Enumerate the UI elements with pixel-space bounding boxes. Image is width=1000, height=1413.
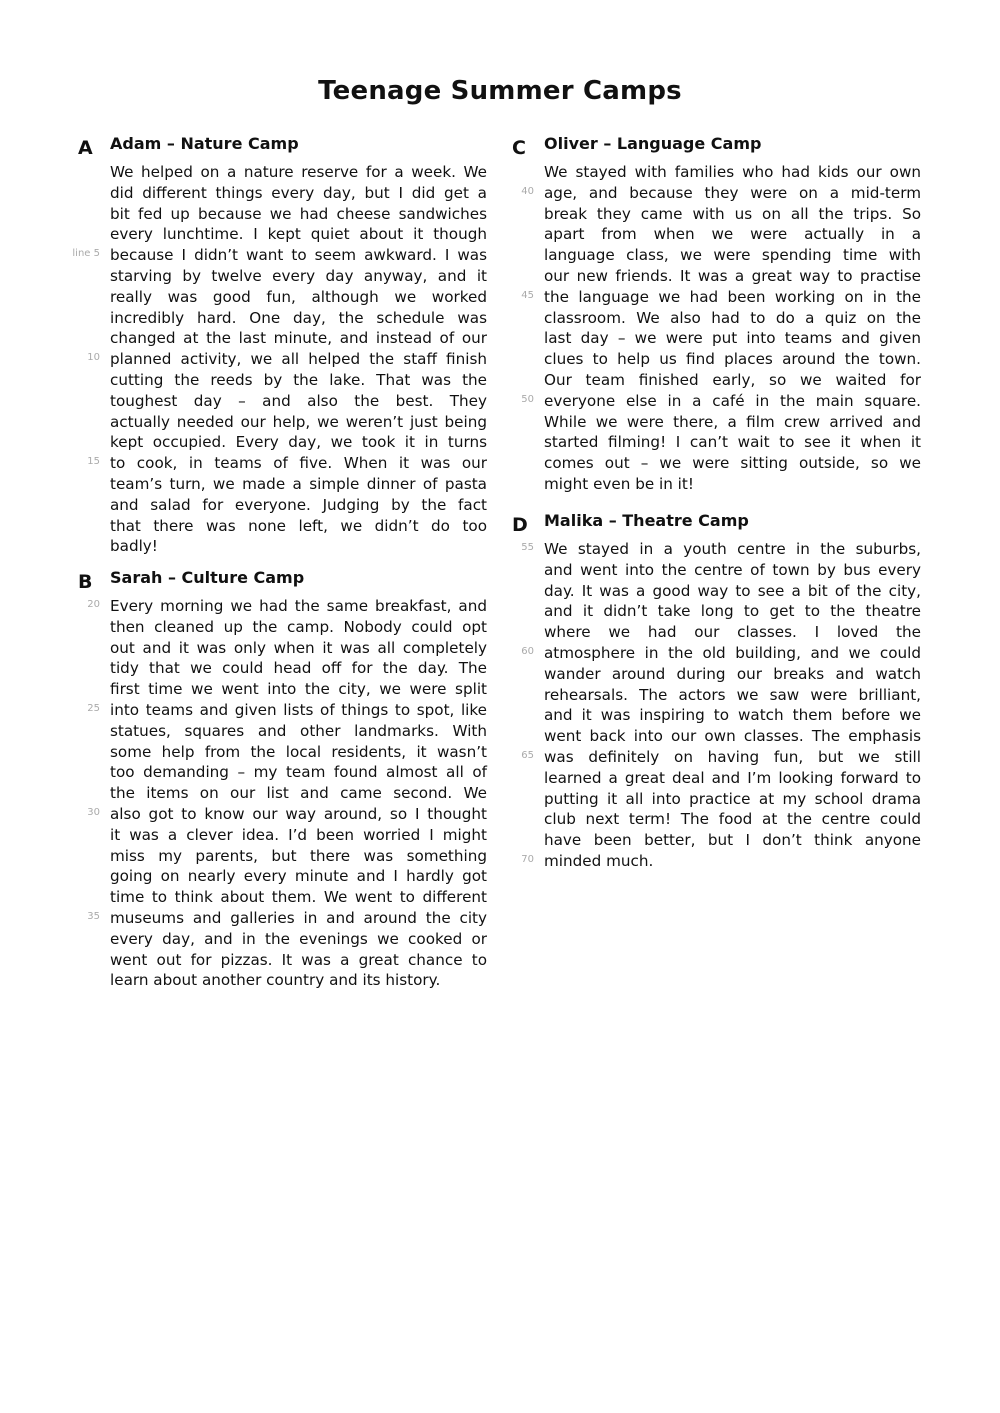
section-heading: Adam – Nature Camp	[110, 134, 299, 153]
line-text: We helped on a nature reserve for a week. We	[110, 163, 487, 181]
line-text: actually needed our help, we weren’t just being	[110, 412, 487, 431]
line-text: have been better, but I don’t think anyone	[544, 831, 921, 850]
line-number: 15	[87, 456, 100, 468]
section-letter: A	[78, 137, 93, 159]
line-text: where we had our classes. I loved the	[544, 623, 921, 642]
line-text: classroom. We also had to do a quiz on the	[544, 308, 921, 327]
line-text: every day, and in the evenings we cooked or	[110, 929, 487, 948]
line-text: and salad for everyone. Judging by the fact	[110, 495, 487, 514]
line-text: apart from when we were actually in a	[544, 225, 921, 244]
section-heading: Malika – Theatre Camp	[544, 511, 749, 530]
line-text: Our team finished early, so we waited for	[544, 370, 921, 389]
line-text: really was good fun, although we worked	[110, 287, 487, 306]
line-text: some help from the local residents, it wasn’t	[110, 742, 487, 761]
line-text: cutting the reeds by the lake. That was the	[110, 370, 487, 389]
line-text: going on nearly every minute and I hardly got	[110, 867, 487, 886]
line-text: team’s turn, we made a simple dinner of pasta	[110, 474, 487, 493]
line-number: 60	[521, 645, 534, 657]
line-number: 45	[521, 289, 534, 301]
line-number: line 5	[72, 248, 100, 260]
line-text: every lunchtime. I kept quiet about it though	[110, 225, 487, 244]
line-text: did different things every day, but I did get a	[110, 183, 487, 202]
line-text: started filming! I can’t wait to see it when it	[544, 433, 921, 452]
line-text: that there was none left, we didn’t do too	[110, 516, 487, 535]
line-text: and it was inspiring to watch them before we	[544, 706, 921, 725]
line-text: changed at the last minute, and instead of our	[110, 329, 487, 348]
line-text: statues, squares and other landmarks. With	[110, 721, 487, 740]
line-text: day. It was a good way to see a bit of the city,	[544, 581, 921, 600]
line-number: 40	[521, 185, 534, 197]
line-text: Every morning we had the same breakfast, and	[110, 597, 487, 615]
page-title: Teenage Summer Camps	[318, 76, 682, 106]
line-text: tidy that we could head off for the day. The	[110, 659, 487, 678]
line-text: and it didn’t take long to get to the theatre	[544, 602, 921, 621]
line-text: everyone else in a café in the main square.	[544, 391, 921, 410]
line-text: planned activity, we all helped the staff finish	[110, 350, 487, 369]
line-text: the language we had been working on in the	[544, 287, 921, 306]
line-text: We stayed in a youth centre in the suburbs,	[544, 540, 921, 558]
line-text: then cleaned up the camp. Nobody could opt	[110, 617, 487, 636]
line-text: first time we went into the city, we were split	[110, 680, 487, 699]
line-text: out and it was only when it was all completely	[110, 638, 487, 657]
line-text: too demanding – my team found almost all of	[110, 763, 487, 782]
line-text: and went into the centre of town by bus every	[544, 560, 921, 579]
line-text: because I didn’t want to seem awkward. I was	[110, 246, 487, 265]
line-number: 20	[87, 599, 100, 610]
line-text: learned a great deal and I’m looking forward to	[544, 768, 921, 787]
line-text: comes out – we were sitting outside, so we	[544, 454, 921, 473]
line-text: miss my parents, but there was something	[110, 846, 487, 865]
line-text: minded much.	[544, 851, 654, 870]
line-text: starving by twelve every day anyway, and it	[110, 266, 487, 285]
line-text: it was a clever idea. I’d been worried I might	[110, 825, 487, 844]
line-text: to cook, in teams of five. When it was our	[110, 454, 487, 473]
section-heading: Sarah – Culture Camp	[110, 568, 305, 587]
line-text: learn about another country and its history.	[110, 971, 441, 990]
line-text: bit fed up because we had cheese sandwiches	[110, 204, 487, 223]
line-text: wander around during our breaks and watch	[544, 664, 921, 683]
section-heading: Oliver – Language Camp	[544, 134, 762, 153]
line-text: rehearsals. The actors we saw were brilliant,	[544, 685, 921, 704]
line-text: incredibly hard. One day, the schedule was	[110, 308, 487, 327]
line-number: 70	[521, 853, 534, 865]
line-number: 65	[521, 749, 534, 761]
line-text: time to think about them. We went to different	[110, 888, 487, 907]
line-number: 35	[87, 910, 100, 922]
line-text: was definitely on having fun, but we still	[544, 747, 921, 766]
line-text: putting it all into practice at my school drama	[544, 789, 921, 808]
line-text: also got to know our way around, so I thought	[110, 804, 487, 823]
line-number: 10	[87, 352, 100, 364]
line-text: kept occupied. Every day, we took it in turns	[110, 433, 487, 452]
line-text: language class, we were spending time with	[544, 246, 921, 265]
line-text: age, and because they were on a mid-term	[544, 183, 921, 202]
line-text: While we were there, a film crew arrived and	[544, 412, 921, 431]
line-text: toughest day – and also the best. They	[110, 391, 487, 410]
section-letter: C	[512, 137, 526, 159]
line-text: We stayed with families who had kids our own	[544, 163, 921, 181]
section-letter: B	[78, 571, 93, 593]
line-number: 55	[521, 542, 534, 553]
line-text: went out for pizzas. It was a great chance to	[110, 950, 487, 969]
line-number: 30	[87, 806, 100, 818]
line-text: badly!	[110, 537, 158, 556]
line-number: 25	[87, 702, 100, 714]
line-text: went back into our own classes. The emphasis	[544, 727, 921, 746]
line-text: club next term! The food at the centre could	[544, 810, 921, 829]
line-text: atmosphere in the old building, and we could	[544, 643, 921, 662]
line-text: museums and galleries in and around the city	[110, 908, 487, 927]
line-text: last day – we were put into teams and given	[544, 329, 921, 348]
section-letter: D	[512, 514, 528, 536]
line-number: 50	[521, 393, 534, 405]
line-text: might even be in it!	[544, 474, 694, 493]
line-text: into teams and given lists of things to spot, like	[110, 700, 487, 719]
line-text: the items on our list and came second. We	[110, 784, 487, 803]
line-text: our new friends. It was a great way to practise	[544, 266, 921, 285]
line-text: clues to help us find places around the town.	[544, 350, 921, 369]
line-text: break they came with us on all the trips. So	[544, 204, 921, 223]
